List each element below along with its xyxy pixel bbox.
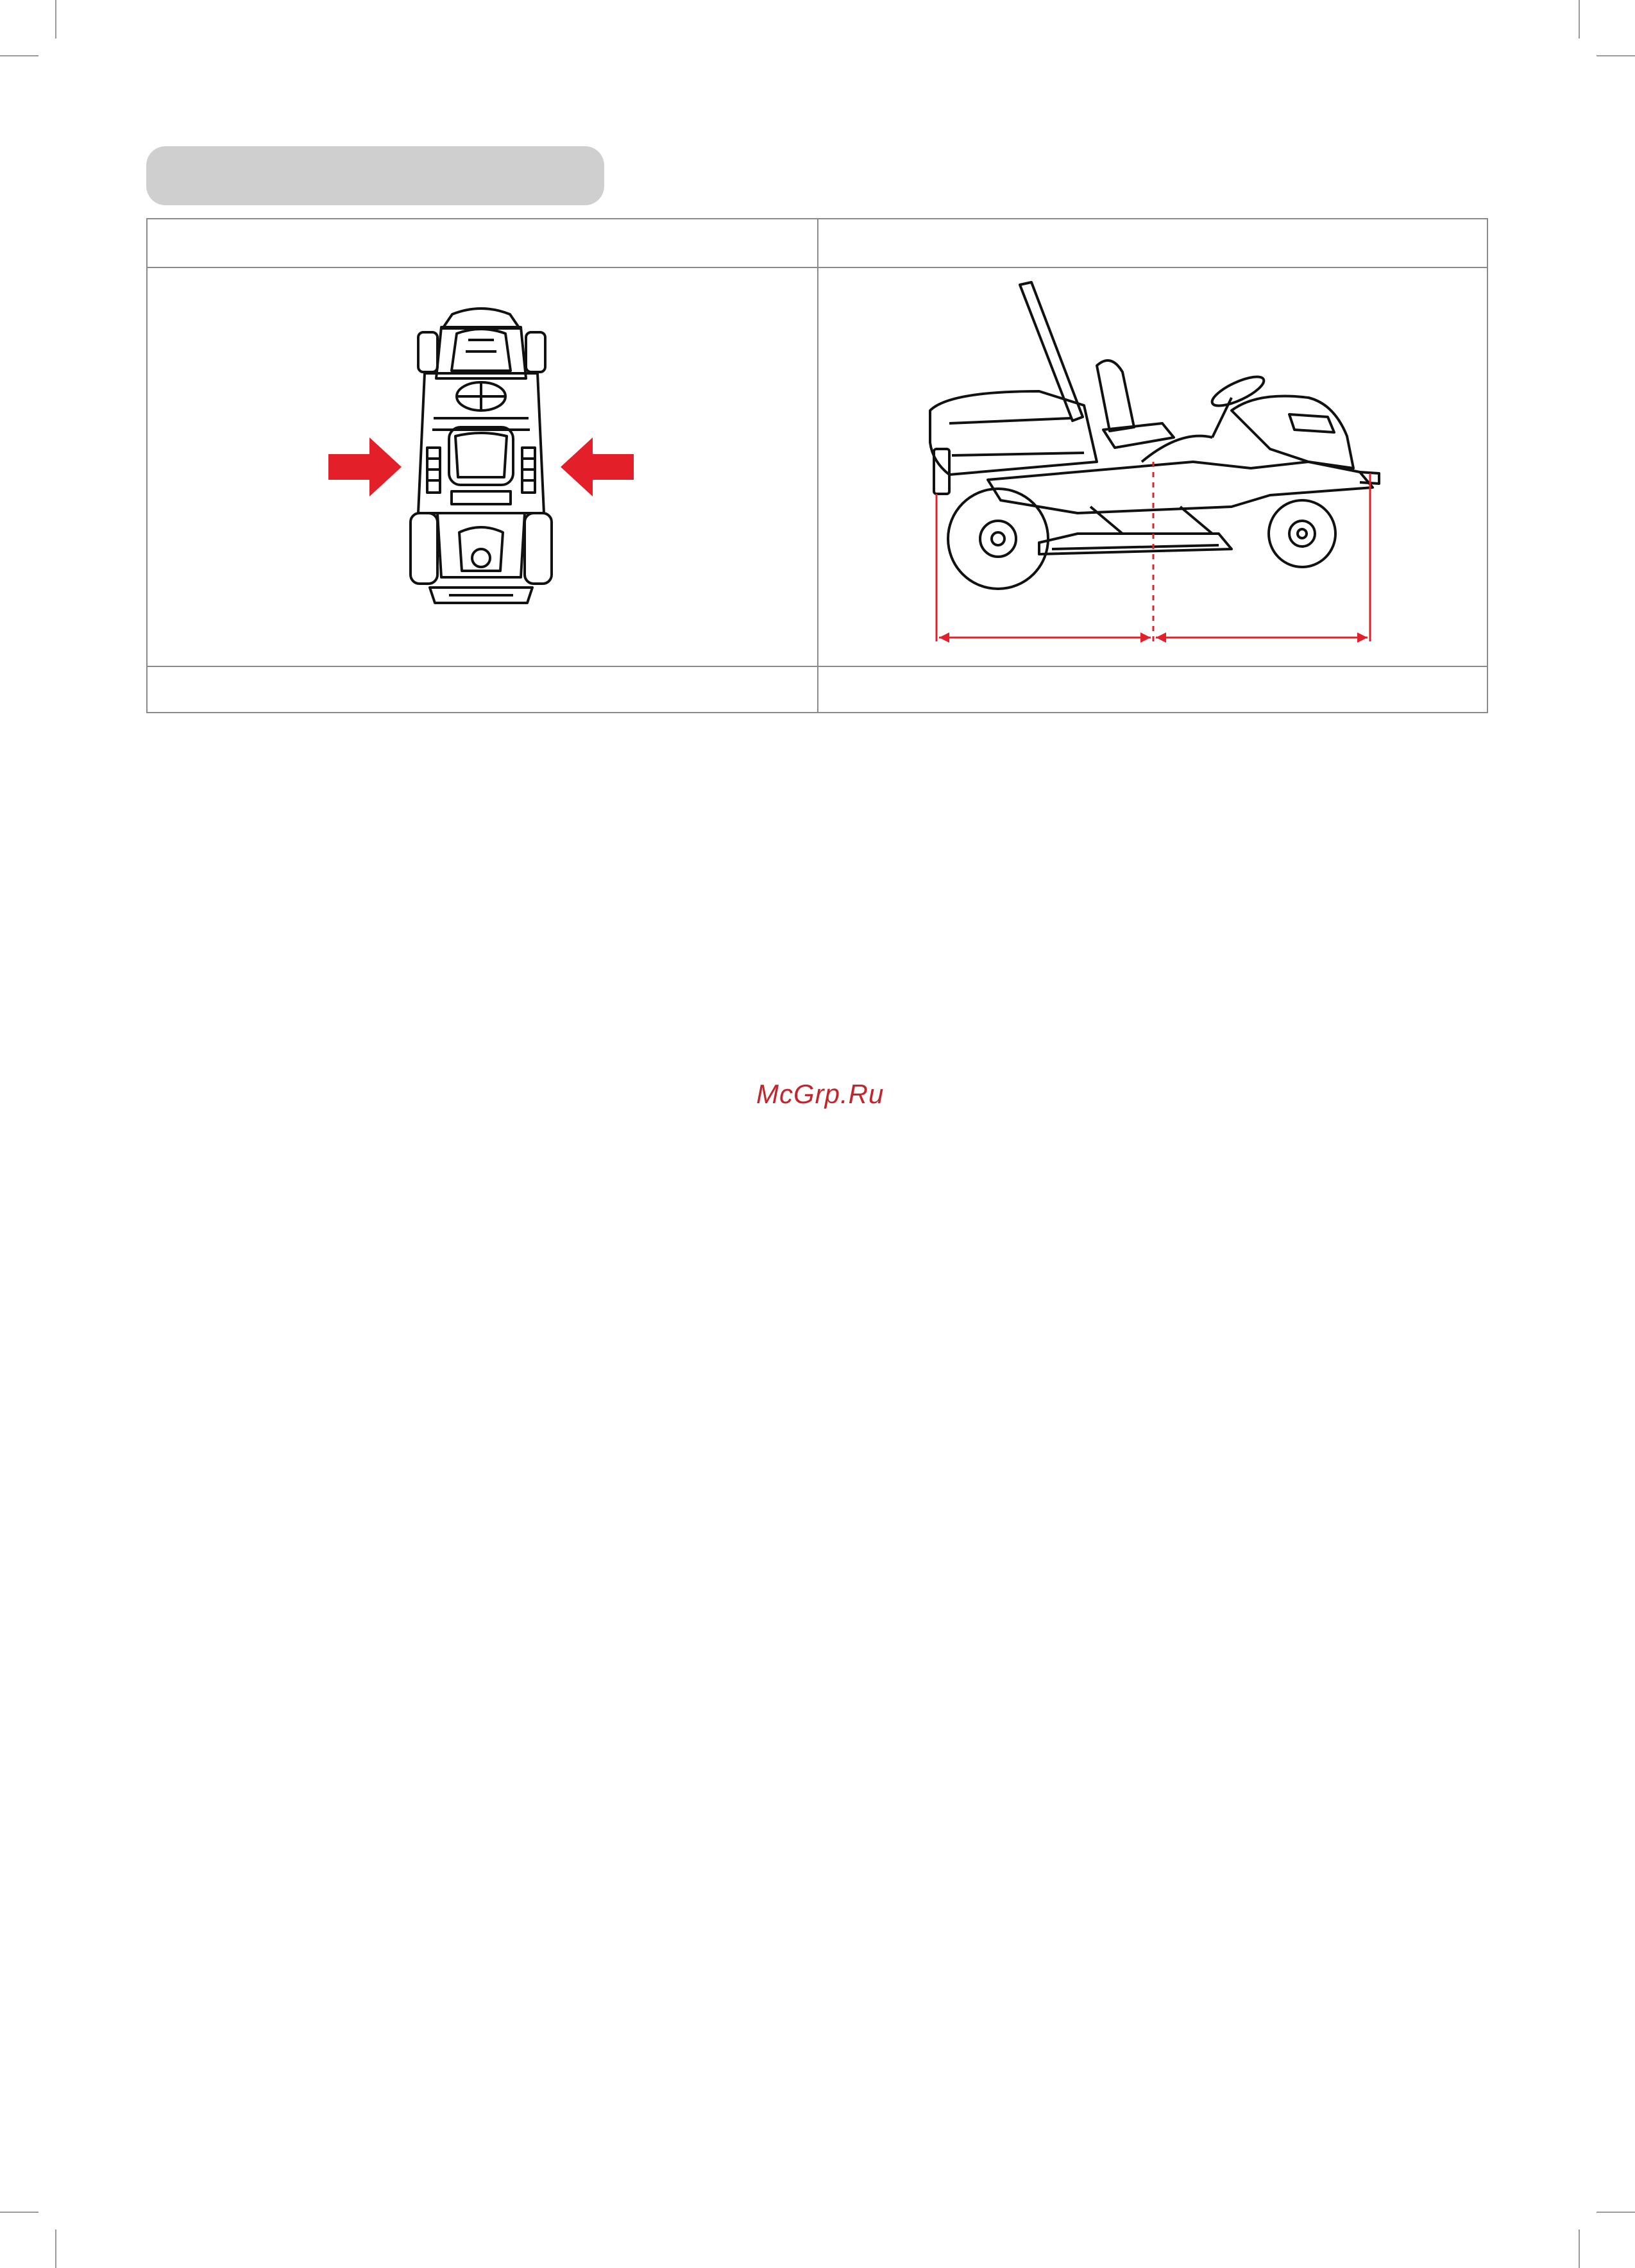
watermark: McGrp.Ru [756,1079,885,1109]
mower-side-view-figure [911,269,1392,654]
table-divider [817,219,818,712]
table-divider [148,666,1487,667]
crop-mark [55,0,56,38]
section-header [146,146,604,205]
red-arrow-icon [561,437,634,496]
crop-mark [1597,2212,1635,2213]
crop-mark [1597,55,1635,56]
mower-top-view-figure [314,301,648,629]
mower-side-view-icon [930,282,1379,589]
table-divider [148,267,1487,268]
crop-mark [1579,2230,1580,2268]
crop-mark [0,2212,38,2213]
mower-top-view-icon [411,309,552,603]
red-arrow-icon [328,437,402,496]
crop-mark [0,55,38,56]
crop-mark [55,2230,56,2268]
crop-mark [1579,0,1580,38]
